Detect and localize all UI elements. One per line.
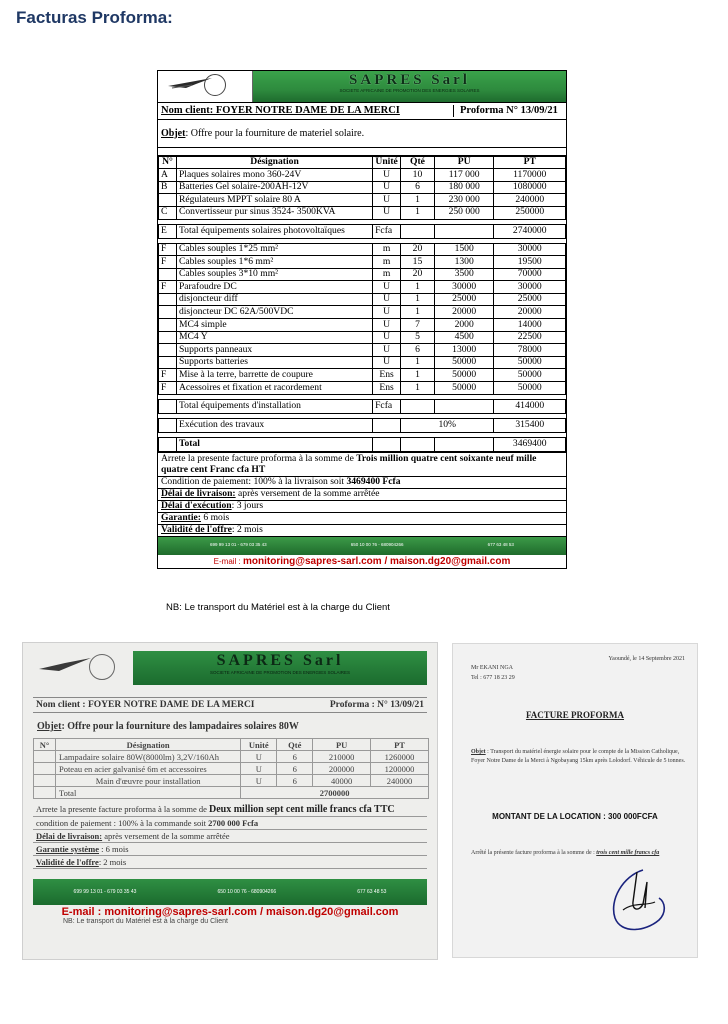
row-qty: 15 xyxy=(401,256,435,269)
row-unit: U xyxy=(373,169,401,182)
brand-subtitle: SOCIETE AFRICAINE DE PROMOTION DES ENERGIES SOLAIRES xyxy=(339,88,480,93)
email-line: E-mail : monitoring@sapres-sarl.com / maison.dg20@gmail.com xyxy=(61,906,399,918)
row-qty: 1 xyxy=(401,306,435,319)
table-header-row xyxy=(159,156,566,169)
row-pu: 2000 xyxy=(434,319,494,332)
delivery-delay xyxy=(33,830,427,843)
row-number: F xyxy=(159,369,177,382)
col-number: N° xyxy=(159,156,177,169)
delivery-delay-text: après versement de la somme arrêtée xyxy=(235,487,380,499)
row-unit: m xyxy=(373,243,401,256)
transport-invoice xyxy=(452,643,698,958)
table-row xyxy=(159,194,566,207)
arrete-prefix: Arrete la presente facture proforma à la somme de xyxy=(36,804,209,814)
rental-amount: MONTANT DE LA LOCATION : 300 000FCFA xyxy=(492,812,658,821)
warranty-label: Garantie: xyxy=(161,511,201,523)
table-row xyxy=(159,206,566,219)
col-pt: PT xyxy=(494,156,566,169)
arrete-amount: trois cent mille francs cfa xyxy=(596,850,660,856)
row-designation: Régulateurs MPPT solaire 80 A xyxy=(176,194,372,207)
row-qty: 6 xyxy=(401,181,435,194)
row-designation: Cables souples 3*10 mm² xyxy=(176,268,372,281)
col-number: N° xyxy=(34,739,56,751)
row-qty: 20 xyxy=(401,268,435,281)
col-qty: Qté xyxy=(401,156,435,169)
sender-block xyxy=(471,664,515,683)
execution-percent: 10% xyxy=(401,418,494,432)
arrete-amount: Trois million quatre cent soixante neuf mille quatre cent Franc cfa HT xyxy=(161,452,537,475)
arrete-amount: Deux million sept cent mille francs cfa TTC xyxy=(208,804,395,815)
validity-text: : 2 mois xyxy=(231,523,263,535)
row-designation: Supports batteries xyxy=(176,356,372,369)
table-row xyxy=(34,763,429,775)
col-pu: PU xyxy=(434,156,494,169)
row-pu: 230 000 xyxy=(434,194,494,207)
arrete-line xyxy=(158,453,566,477)
row-number: F xyxy=(159,382,177,395)
row-number xyxy=(159,268,177,281)
warranty-text: : 6 mois xyxy=(99,844,129,854)
row-designation: MC4 simple xyxy=(176,319,372,332)
total-label: Total xyxy=(55,787,240,799)
row-unit: U xyxy=(373,181,401,194)
row-pt: 50000 xyxy=(494,369,566,382)
row-number: A xyxy=(159,169,177,182)
payment-condition-amount: 2700 000 Fcfa xyxy=(208,818,259,828)
row-qty: 6 xyxy=(277,751,313,763)
row-pt: 30000 xyxy=(494,281,566,294)
table-row xyxy=(159,369,566,382)
row-unit: U xyxy=(373,356,401,369)
main-invoice xyxy=(157,70,567,569)
table-row xyxy=(34,751,429,763)
row-designation: Mise à la terre, barrette de coupure xyxy=(176,369,372,382)
row-unit: U xyxy=(241,751,277,763)
table-row xyxy=(159,293,566,306)
transport-note: NB: Le transport du Matériel est à la charge du Client xyxy=(63,918,228,925)
objet-row xyxy=(158,120,566,148)
row-unit: Ens xyxy=(373,382,401,395)
row-number: F xyxy=(159,256,177,269)
objet-text: : Transport du matériel énergie solaire pour le compte de la Mission Catholique, Foyer Notre Dame de la Merci à Ngobayang 15km après Lolodorf. Véhicule de 5 tonnes. xyxy=(471,749,686,765)
row-pu: 250 000 xyxy=(434,206,494,219)
row-pt: 25000 xyxy=(494,293,566,306)
row-number xyxy=(159,356,177,369)
email-addresses: monitoring@sapres-sarl.com / maison.dg20@gmail.com xyxy=(243,555,511,567)
row-qty: 5 xyxy=(401,331,435,344)
row-number: B xyxy=(159,181,177,194)
footer-phone-2: 650 10 00 76 - 680904266 xyxy=(350,542,404,548)
validity-text: : 2 mois xyxy=(98,857,127,867)
letter-date: Yaoundé, le 14 Septembre 2021 xyxy=(608,656,685,662)
table-row xyxy=(159,181,566,194)
conditions-block xyxy=(33,803,427,869)
brand-area xyxy=(133,651,427,685)
sender-tel: Tel : 677 18 23 29 xyxy=(471,674,515,681)
row-number xyxy=(159,319,177,332)
row-unit: U xyxy=(373,344,401,357)
row-unit: m xyxy=(373,268,401,281)
row-pt: 50000 xyxy=(494,382,566,395)
table-header-row xyxy=(34,739,429,751)
row-pu: 180 000 xyxy=(434,181,494,194)
footer-phone-3: 677 63 48 53 xyxy=(357,889,387,895)
row-pu: 50000 xyxy=(434,356,494,369)
row-qty: 1 xyxy=(401,194,435,207)
warranty-label: Garantie système xyxy=(36,844,100,854)
contact-footer xyxy=(158,537,566,555)
table-row xyxy=(159,331,566,344)
validity-label: Validité de l'offre xyxy=(36,857,99,867)
row-unit: U xyxy=(373,331,401,344)
email-label: E-mail : xyxy=(213,556,243,566)
row-unit: U xyxy=(373,319,401,332)
arrete-line xyxy=(33,803,427,817)
footer-phone-1: 699 99 13 01 - 679 03 35 43 xyxy=(210,542,267,548)
row-designation: disjoncteur DC 62A/500VDC xyxy=(176,306,372,319)
footer-phone-3: 677 63 48 53 xyxy=(487,542,514,548)
row-unit: U xyxy=(373,293,401,306)
company-banner xyxy=(158,71,566,103)
client-row xyxy=(158,103,566,120)
validity xyxy=(158,525,566,537)
row-unit: U xyxy=(241,763,277,775)
table-row xyxy=(159,169,566,182)
total-value: 2700000 xyxy=(241,787,429,799)
bird-logo-icon xyxy=(37,657,93,675)
delivery-delay-text: après versement de la somme arrêtée xyxy=(102,831,230,841)
col-designation: Désignation xyxy=(55,739,240,751)
company-logo xyxy=(158,71,253,102)
total-install-row xyxy=(159,399,566,413)
client-name: Nom client: FOYER NOTRE DAME DE LA MERCI xyxy=(161,105,400,116)
row-pt: 250000 xyxy=(494,206,566,219)
payment-condition-amount: 3469400 Fcfa xyxy=(346,475,401,487)
warranty-text: 6 mois xyxy=(200,511,230,523)
row-number: C xyxy=(159,206,177,219)
col-designation: Désignation xyxy=(176,156,372,169)
row-pu: 40000 xyxy=(313,775,371,787)
row-qty: 1 xyxy=(401,382,435,395)
validity xyxy=(33,856,427,869)
logo-circle-icon xyxy=(89,654,115,680)
col-pu: PU xyxy=(313,739,371,751)
page-heading: Facturas Proforma: xyxy=(16,8,173,27)
total-row xyxy=(34,787,429,799)
total-equipment-value: 2740000 xyxy=(494,224,566,238)
row-designation: Main d'œuvre pour installation xyxy=(55,775,240,787)
row-number xyxy=(159,331,177,344)
payment-condition-text: condition de paiement : 100% à la commande soit xyxy=(36,818,209,828)
row-designation: MC4 Y xyxy=(176,331,372,344)
row-pu: 3500 xyxy=(434,268,494,281)
proforma-number: Proforma N° 13/09/21 xyxy=(453,105,563,117)
row-qty: 10 xyxy=(401,169,435,182)
row-number xyxy=(159,293,177,306)
row-number: F xyxy=(159,243,177,256)
execution-value: 315400 xyxy=(494,418,566,432)
brand-subtitle: SOCIETE AFRICAINE DE PROMOTION DES ENERGIES SOLAIRES xyxy=(209,670,351,675)
total-install-unit: Fcfa xyxy=(373,399,401,413)
items-table xyxy=(158,156,566,452)
brand-name: SAPRES Sarl xyxy=(349,72,470,88)
row-number xyxy=(159,194,177,207)
table-row xyxy=(159,256,566,269)
row-designation: Lampadaire solaire 80W(8000lm) 3,2V/160Ah xyxy=(55,751,240,763)
spacer-row xyxy=(158,148,566,156)
row-pu: 200000 xyxy=(313,763,371,775)
row-pt: 1170000 xyxy=(494,169,566,182)
row-qty: 6 xyxy=(277,763,313,775)
row-designation: Acessoires et fixation et racordement xyxy=(176,382,372,395)
col-unit: Unité xyxy=(241,739,277,751)
row-designation: Cables souples 1*6 mm² xyxy=(176,256,372,269)
table-row xyxy=(159,382,566,395)
row-pt: 1200000 xyxy=(371,763,429,775)
row-pt: 70000 xyxy=(494,268,566,281)
row-pu: 4500 xyxy=(434,331,494,344)
signature-icon xyxy=(603,862,673,937)
row-qty: 6 xyxy=(401,344,435,357)
row-number xyxy=(159,344,177,357)
row-pt: 14000 xyxy=(494,319,566,332)
row-pt: 20000 xyxy=(494,306,566,319)
grand-total-value: 3469400 xyxy=(494,437,566,451)
row-qty: 20 xyxy=(401,243,435,256)
row-pt: 240000 xyxy=(494,194,566,207)
row-qty: 1 xyxy=(401,281,435,294)
row-unit: U xyxy=(373,281,401,294)
grand-total-label: Total xyxy=(176,437,372,451)
objet-label: Objet xyxy=(161,127,186,139)
row-number xyxy=(159,306,177,319)
payment-condition xyxy=(33,817,427,830)
sender-name: Mr EKANI NGA xyxy=(471,665,513,671)
table-row xyxy=(159,243,566,256)
total-equipment-unit: Fcfa xyxy=(373,224,401,238)
transport-note: NB: Le transport du Matériel est à la charge du Client xyxy=(166,602,390,613)
proforma-number: Proforma : N° 13/09/21 xyxy=(329,700,424,710)
row-pt: 30000 xyxy=(494,243,566,256)
col-pt: PT xyxy=(371,739,429,751)
conditions-block xyxy=(158,452,566,537)
row-qty: 1 xyxy=(401,206,435,219)
grand-total-row xyxy=(159,437,566,451)
validity-label: Validité de l'offre xyxy=(161,523,232,535)
table-row xyxy=(159,268,566,281)
total-equipment-row xyxy=(159,224,566,238)
photo-invoice xyxy=(22,642,438,960)
objet-row xyxy=(471,748,686,767)
row-pu: 30000 xyxy=(434,281,494,294)
row-pt: 22500 xyxy=(494,331,566,344)
row-designation: Parafoudre DC xyxy=(176,281,372,294)
execution-label: Exécution des travaux xyxy=(176,418,372,432)
row-pu: 1500 xyxy=(434,243,494,256)
company-banner xyxy=(33,651,427,685)
row-number: F xyxy=(159,281,177,294)
arrete-prefix: Arrêté la présente facture proforma à la somme de : xyxy=(471,850,597,856)
objet-row xyxy=(37,721,423,732)
arrete-line xyxy=(471,850,659,856)
row-unit: U xyxy=(241,775,277,787)
table-row xyxy=(159,356,566,369)
footer-phone-2: 650 10 00 76 - 680904266 xyxy=(217,889,277,895)
brand-area xyxy=(253,71,566,102)
items-table xyxy=(33,738,429,799)
row-pu: 20000 xyxy=(434,306,494,319)
row-pt: 50000 xyxy=(494,356,566,369)
total-install-value: 414000 xyxy=(494,399,566,413)
row-pu: 50000 xyxy=(434,382,494,395)
col-unit: Unité xyxy=(373,156,401,169)
row-designation: Cables souples 1*25 mm² xyxy=(176,243,372,256)
row-designation: Batteries Gel solaire-200AH-12V xyxy=(176,181,372,194)
row-qty: 1 xyxy=(401,369,435,382)
logo-circle-icon xyxy=(204,74,226,96)
execution-delay-text: : 3 jours xyxy=(231,499,264,511)
client-row xyxy=(33,697,427,713)
row-designation: Supports panneaux xyxy=(176,344,372,357)
row-number: E xyxy=(159,224,177,238)
client-name: Nom client : FOYER NOTRE DAME DE LA MERCI xyxy=(36,700,255,710)
row-unit: U xyxy=(373,194,401,207)
row-pt: 1080000 xyxy=(494,181,566,194)
row-pt: 1260000 xyxy=(371,751,429,763)
execution-delay-label: Délai d'exécution xyxy=(161,499,232,511)
table-row xyxy=(159,319,566,332)
row-designation: Plaques solaires mono 360-24V xyxy=(176,169,372,182)
row-unit: Ens xyxy=(373,369,401,382)
row-designation: Convertisseur pur sinus 3524- 3500KVA xyxy=(176,206,372,219)
row-unit: U xyxy=(373,306,401,319)
row-pt: 78000 xyxy=(494,344,566,357)
email-line xyxy=(158,555,566,568)
total-equipment-label: Total équipements solaires photovoltaïques xyxy=(176,224,372,238)
warranty xyxy=(33,843,427,856)
delivery-delay-label: Délai de livraison: xyxy=(161,487,236,499)
row-unit: U xyxy=(373,206,401,219)
objet-text: : Offre pour la fourniture des lampadaires solaires 80W xyxy=(61,721,299,732)
payment-condition-text: Condition de paiement: 100% à la livraison soit xyxy=(161,475,347,487)
row-qty: 1 xyxy=(401,356,435,369)
execution-row xyxy=(159,418,566,432)
objet-label: Objet xyxy=(471,749,486,755)
arrete-prefix: Arrete la presente facture proforma à la somme de xyxy=(161,452,357,464)
total-install-label: Total équipements d'installation xyxy=(176,399,372,413)
row-pu: 13000 xyxy=(434,344,494,357)
row-pu: 25000 xyxy=(434,293,494,306)
row-pu: 117 000 xyxy=(434,169,494,182)
row-pu: 1300 xyxy=(434,256,494,269)
row-pt: 240000 xyxy=(371,775,429,787)
company-logo xyxy=(33,651,133,685)
table-row xyxy=(34,775,429,787)
row-designation: Poteau en acier galvanisé 6m et accessoires xyxy=(55,763,240,775)
row-pu: 50000 xyxy=(434,369,494,382)
row-pt: 19500 xyxy=(494,256,566,269)
objet-text: : Offre pour la fourniture de materiel solaire. xyxy=(185,127,365,139)
row-qty: 6 xyxy=(277,775,313,787)
contact-footer xyxy=(33,879,427,905)
row-designation: disjoncteur diff xyxy=(176,293,372,306)
row-pu: 210000 xyxy=(313,751,371,763)
brand-name: SAPRES Sarl xyxy=(216,652,344,669)
table-row xyxy=(159,344,566,357)
table-row xyxy=(159,306,566,319)
letter-title: FACTURE PROFORMA xyxy=(525,710,625,720)
objet-label: Objet xyxy=(37,721,62,732)
footer-phone-1: 699 99 13 01 - 679 03 35 43 xyxy=(73,889,137,895)
row-qty: 7 xyxy=(401,319,435,332)
row-unit: m xyxy=(373,256,401,269)
row-qty: 1 xyxy=(401,293,435,306)
col-qty: Qté xyxy=(277,739,313,751)
table-row xyxy=(159,281,566,294)
delivery-delay-label: Délai de livraison: xyxy=(36,831,103,841)
